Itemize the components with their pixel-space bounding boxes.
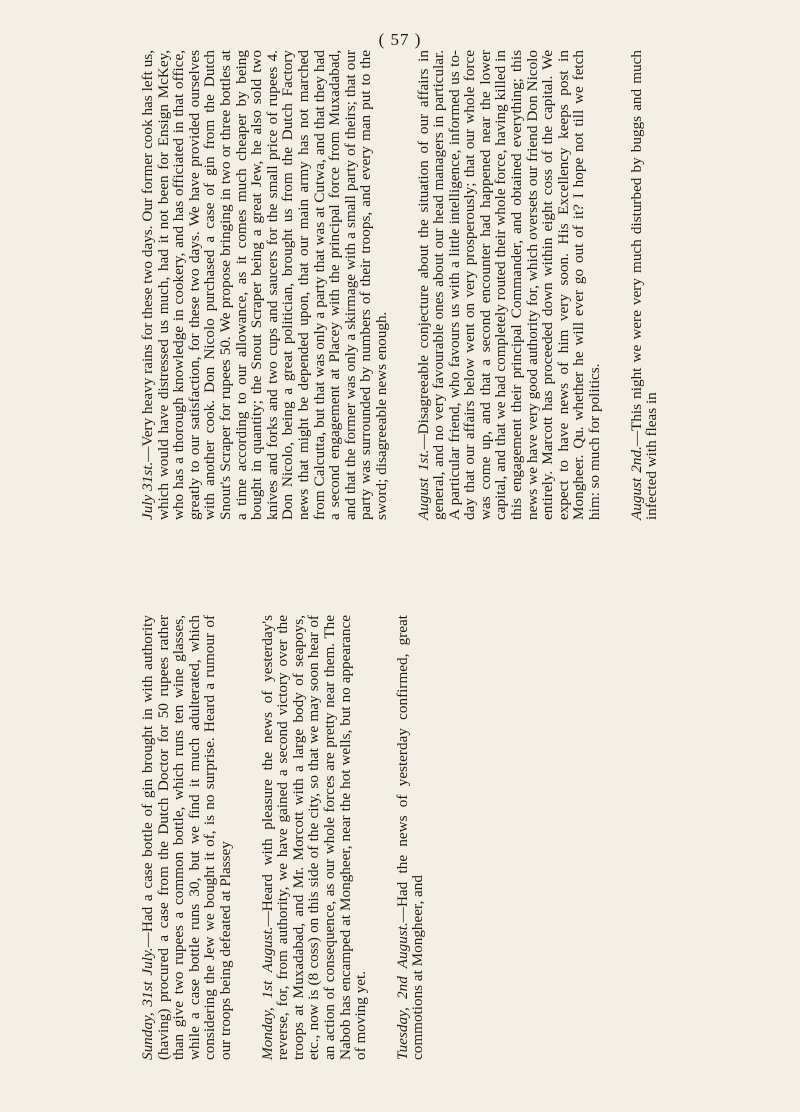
entry-date: Sunday, 31st July.: [139, 947, 156, 1060]
diary-entry: [140, 50, 390, 520]
entry-date: August 1st.: [414, 449, 432, 520]
entry-date: Tuesday, 2nd August.: [393, 922, 411, 1060]
entry-text: —Heard with pleasure the news of yesterday's reverse, for, from authority, we have gained a second victory over the troops at Muxadabad, and Mr. Morcott with a large body of seapoys, etc., now is (8 coss) on this side of the city, so that we may soon hear of an action of consequence, as our whole forces are pretty near them. The Nabob has encamped at Mongheer, near the hot wells, but no appearance of moving yet.: [258, 615, 370, 1060]
entry-paragraph: [416, 50, 603, 520]
entry-paragraph: [140, 50, 390, 520]
page-number: ( 57 ): [378, 30, 422, 49]
diary-entry: [140, 615, 234, 1060]
entry-text: —This night we were very much disturbed by buggs and much infected with fleas in: [627, 50, 661, 520]
right-column: [140, 50, 686, 520]
left-column: [140, 615, 452, 1060]
entry-text: —Very heavy rains for these two days. Our former cook has left us, which would have distressed us much, had it not been for Ensign McKey, who has a thorough knowledge in cookery, and has officiated in that office, greatly to our satisfaction, for these two days. We have provided ourselves with another cook. Don Nicolo purchased a case of gin from the Dutch Snout's Scraper for rupees 50. We propose bringing in two or three bottles at a time according to our allowance, as it comes much cheaper by being bought in quantity; the Snout Scraper being a great Jew, he also sold two knives and forks and two cups and saucers for the small price of rupees 4. Don Nicolo, being a great politician, brought us from the Dutch Factory news that might be depended upon, that our main army has not marched from Calcutta, but that was only a party that was at Cutwa, and that they had a second engagement at Placey with the principal force from Muxadabad, and that the former was only a skirmage with a small party of theirs; that our party was surrounded by numbers of their troops, and every man put to the sword; disagreeable news enough.: [139, 50, 390, 520]
entry-date: July 31st.: [139, 461, 156, 520]
diary-entry: [395, 615, 426, 1060]
diary-entry: [260, 615, 369, 1060]
entry-paragraph: [395, 615, 426, 1060]
entry-paragraph: [629, 50, 660, 520]
entry-date: August 2nd.: [627, 446, 645, 520]
entry-text: —Had the news of yesterday confirmed, great commotions at Mongheer, and: [393, 615, 427, 1060]
entry-text: —Disagreeable conjecture about the situation of our affairs in general, and no very favourable ones about our head managers in particular. A particular friend, who favours us with a little intelligence, informed us to-day that our affairs below went on very prosperously; that our whole force was come up, and that a second encounter had happened near the lower capital, and that we had completely routed their whole force, having killed in this engagement their principal Commander, and obtained everything; this news we have very good authority for, which oversets our friend Don Nicolo entirely. Marcott has proceeded down within eight coss of the capital. We expect to have news of him very soon. His Excellency keeps post in Mongheer. Qu. whether he will ever go out of it? I hope not till we fetch him: so much for politics.: [414, 50, 604, 520]
diary-entry: [416, 50, 603, 520]
rotated-text-block: [140, 50, 730, 1060]
entry-paragraph: [260, 615, 369, 1060]
entry-text: —Had a case bottle of gin brought in with authority (having) procured a case from the Dutch Doctor for 50 rupees rather than give two rupees a common bottle, which runs ten wine glasses, while a case bottle runs 30, but we find it much adulterated, which considering the Jew we bought it of, is no surprise. Heard a rumour of our troops being defeated at Plassey: [139, 615, 234, 1060]
diary-entry: [629, 50, 660, 520]
entry-date: Monday, 1st August.: [258, 926, 276, 1060]
entry-paragraph: [140, 615, 234, 1060]
